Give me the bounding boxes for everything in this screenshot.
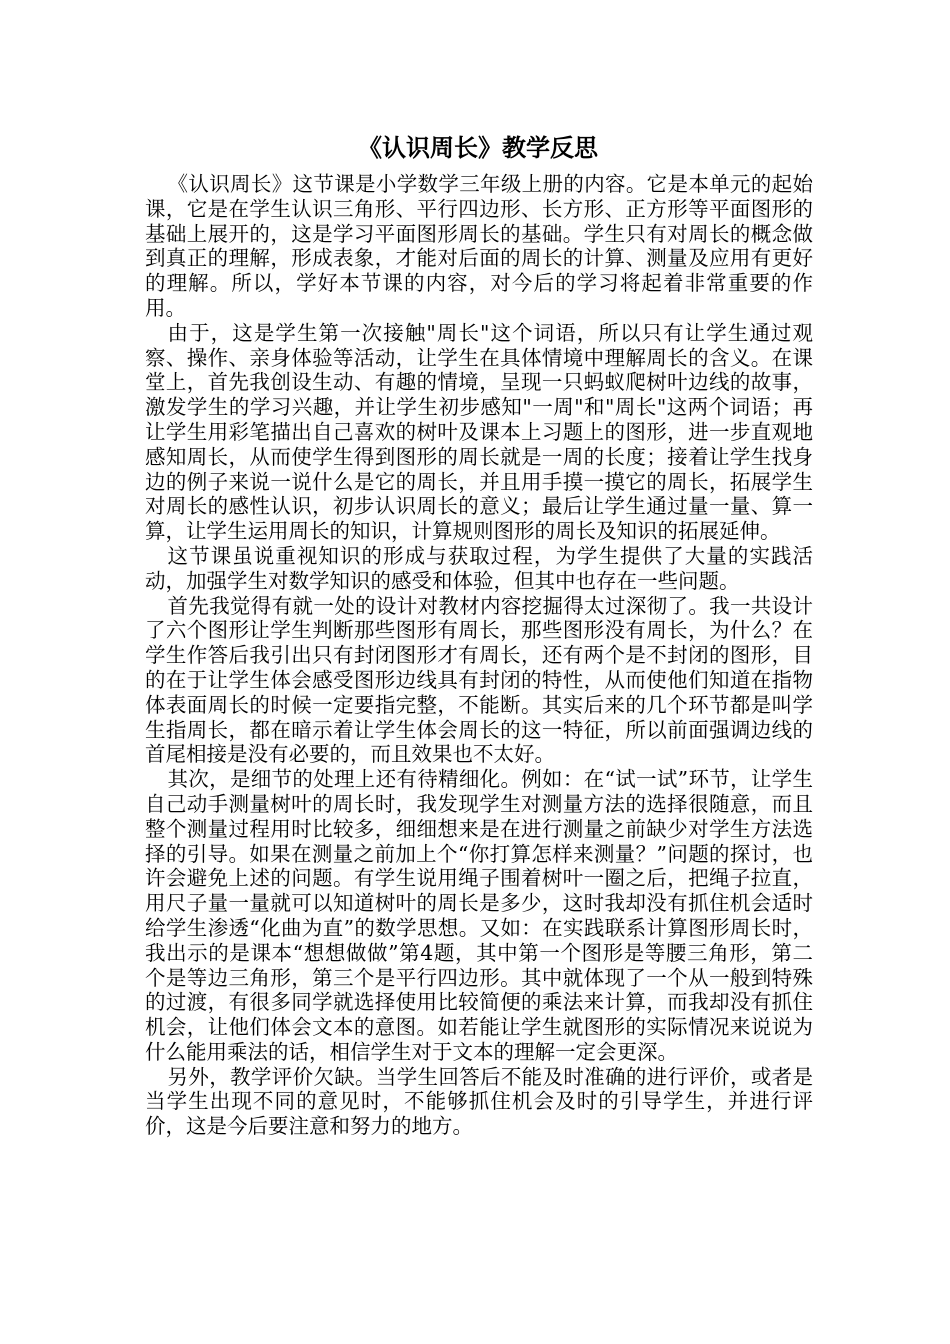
paragraph-evaluation-issue: 另外，教学评价欠缺。当学生回答后不能及时准确的进行评价，或者是当学生出现不同的意见时，不能够抓住机会及时的引导学生，并进行评价，这是今后要注意和努力的地方。	[145, 1064, 813, 1139]
document-body	[145, 172, 813, 1139]
document-title: 《认识周长》教学反思	[358, 133, 598, 162]
paragraph-teaching-process: 由于，这是学生第一次接触"周长"这个词语，所以只有让学生通过观察、操作、亲身体验等活动，让学生在具体情境中理解周长的含义。在课堂上，首先我创设生动、有趣的情境，呈现一只蚂蚁爬树叶边线的故事，激发学生的学习兴趣，并让学生初步感知"一周"和"周长"这两个词语；再让学生用彩笔描出自己喜欢的树叶及课本上习题上的图形，进一步直观地感知周长，从而使学生得到图形的周长就是一周的长度；接着让学生找身边的例子来说一说什么是它的周长，并且用手摸一摸它的周长，拓展学生对周长的感性认识，初步认识周长的意义；最后让学生通过量一量、算一算，让学生运用周长的知识，计算规则图形的周长及知识的拓展延伸。	[145, 320, 813, 544]
paragraph-second-issue: 其次，是细节的处理上还有待精细化。例如：在“试一试”环节，让学生自己动手测量树叶的周长时，我发现学生对测量方法的选择很随意，而且整个测量过程用时比较多，细细想来是在进行测量之前缺少对学生方法选择的引导。如果在测量之前加上个“你打算怎样来测量？”问题的探讨，也许会避免上述的问题。有学生说用绳子围着树叶一圈之后，把绳子拉直，用尺子量一量就可以知道树叶的周长是多少，这时我却没有抓住机会适时给学生渗透“化曲为直”的数学思想。又如：在实践联系计算图形周长时，我出示的是课本“想想做做”第4题，其中第一个图形是等腰三角形，第二个是等边三角形，第三个是平行四边形。其中就体现了一个从一般到特殊的过渡，有很多同学就选择使用比较简便的乘法来计算，而我却没有抓住机会，让他们体会文本的意图。如若能让学生就图形的实际情况来说说为什么能用乘法的话，相信学生对于文本的理解一定会更深。	[145, 767, 813, 1064]
paragraph-summary: 这节课虽说重视知识的形成与获取过程，为学生提供了大量的实践活动，加强学生对数学知识的感受和体验，但其中也存在一些问题。	[145, 543, 813, 593]
paragraph-first-issue: 首先我觉得有就一处的设计对教材内容挖掘得太过深彻了。我一共设计了六个图形让学生判断那些图形有周长，那些图形没有周长，为什么？在学生作答后我引出只有封闭图形才有周长，还有两个是不封闭的图形，目的在于让学生体会感受图形边线具有封闭的特性，从而使他们知道在指物体表面周长的时候一定要指完整，不能断。其实后来的几个环节都是叫学生指周长，都在暗示着让学生体会周长的这一特征，所以前面强调边线的首尾相接是没有必要的，而且效果也不太好。	[145, 593, 813, 767]
paragraph-intro: 《认识周长》这节课是小学数学三年级上册的内容。它是本单元的起始课，它是在学生认识三角形、平行四边形、长方形、正方形等平面图形的基础上展开的，这是学习平面图形周长的基础。学生只有对周长的概念做到真正的理解，形成表象，才能对后面的周长的计算、测量及应用有更好的理解。所以，学好本节课的内容，对今后的学习将起着非常重要的作用。	[145, 172, 813, 320]
